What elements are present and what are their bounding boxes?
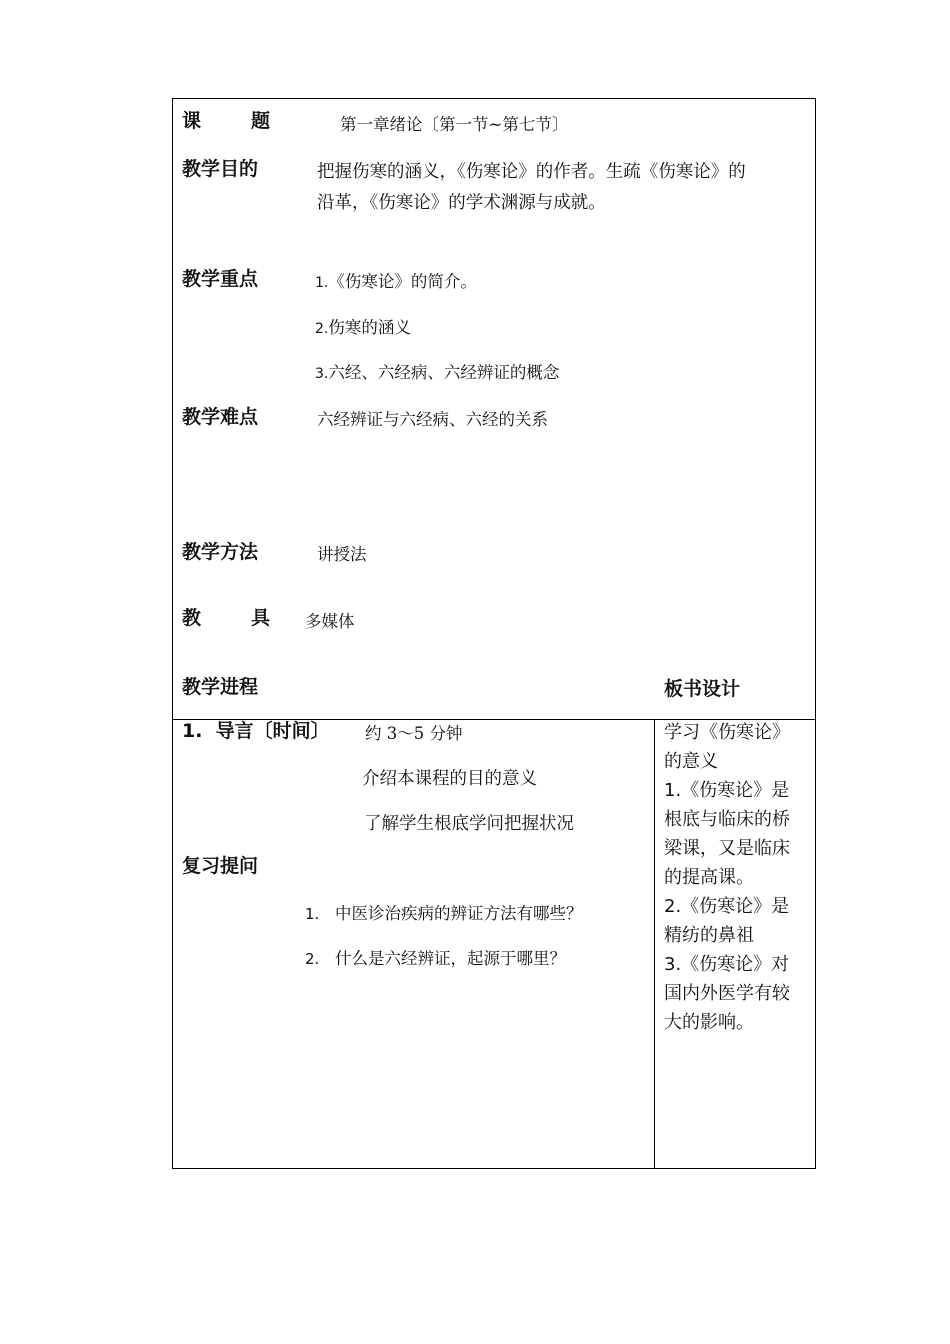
tools-value: 多媒体 [305,612,355,631]
tools-label: 教 具 [182,607,270,629]
topic-value: 第一章绪论〔第一节~第七节〕 [340,115,569,134]
key-point-item: 1.《伤寒论》的简介。 [315,272,477,291]
board-line: 2.《伤寒论》是精纺的鼻祖 [664,896,790,946]
method-label: 教学方法 [182,541,259,563]
topic-label: 课 题 [182,110,270,132]
review-heading: 复习提问 [182,855,259,877]
board-design-text [664,718,804,1037]
key-point-item: 3.六经、六经病、六经辨证的概念 [315,363,560,382]
difficulty-value: 六经辨证与六经病、六经的关系 [317,410,548,429]
key-points-label: 教学重点 [182,268,259,290]
board-line: 1.《伤寒论》是根底与临床的桥梁课，又是临床的提高课。 [664,780,790,888]
process-label: 教学进程 [182,676,259,698]
objective-label: 教学目的 [182,158,259,180]
objective-line-2: 沿革，《伤寒论》的学术渊源与成就。 [317,193,606,213]
board-label: 板书设计 [664,678,741,700]
difficulty-label: 教学难点 [182,406,259,428]
intro-line-2: 了解学生根底学问把握状况 [364,814,574,834]
key-point-item: 2.伤寒的涵义 [315,318,411,337]
intro-line-1: 介绍本课程的目的意义 [362,769,537,789]
objective-line-1: 把握伤寒的涵义，《伤寒论》的作者。生疏《伤寒论》的 [317,162,746,182]
question-item: 2. 什么是六经辨证，起源于哪里？ [305,949,566,968]
intro-heading: 1. 导言〔时间〕 [182,720,330,742]
question-item: 1. 中医诊治疾病的辨证方法有哪些？ [305,904,583,923]
method-value: 讲授法 [317,545,367,564]
process-board-divider [654,719,655,1169]
intro-time: 约 3～5 分钟 [365,724,463,743]
board-line: 学习《伤寒论》的意义 [664,722,790,772]
board-line: 3.《伤寒论》对国内外医学有较大的影响。 [664,954,790,1033]
